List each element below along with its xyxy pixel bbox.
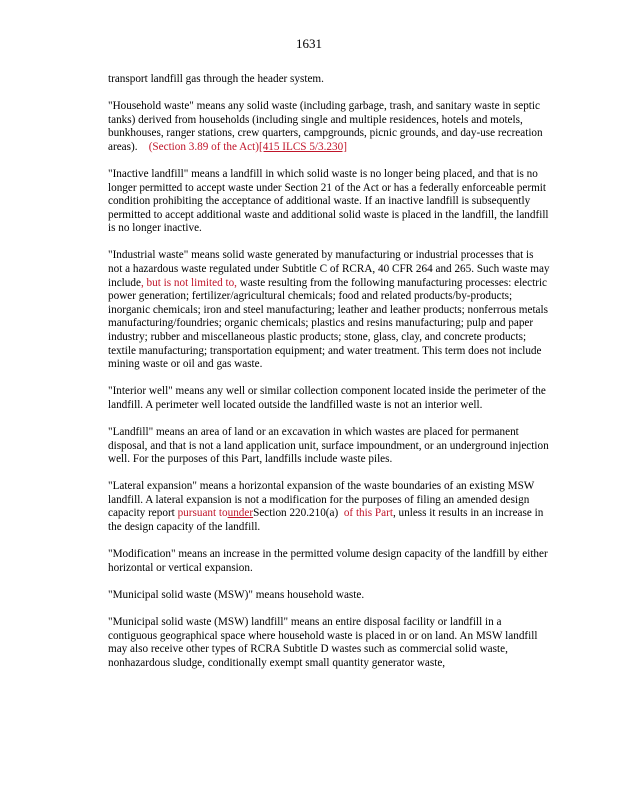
definition-text: "Household waste" means any solid waste (including garbage, trash, and sanitary waste in septic tanks) derived from households (including single and multiple residences, hotels and motels, bunkhouses, ranger stations, crew quarters, campgrounds, picnic grounds, and day-use recreation areas). [108,100,543,153]
deleted-phrase: , but is not limited to, [140,276,237,289]
definition-text-continued: , unless it results in an increase in the design capacity of the landfill. [108,507,544,534]
section-reference: Section 220.210(a) [253,507,339,520]
definition-modification: "Modification" means an increase in the permitted volume design capacity of the landfill by either horizontal or vertical expansion. [108,548,548,574]
definition-text: "Industrial waste" means solid waste generated by manufacturing or industrial processes that is not a hazardous waste regulated under Subtitle C of RCRA, 40 CFR 264 and 265. Such waste may include [108,249,550,289]
definition-msw: "Municipal solid waste (MSW)" means household waste. [108,588,365,601]
added-citation: [415 ILCS 5/3.230] [258,140,347,153]
deleted-phrase: of this Part [343,507,393,520]
definition-lateral-expansion [108,480,550,534]
paragraph-header-system: transport landfill gas through the header system. [108,73,324,85]
document-body [108,73,550,684]
definition-landfill: "Landfill" means an area of land or an excavation in which wastes are placed for permanent disposal, and that is not a land application unit, surface impoundment, or an underground injection well. For the purposes of this Part, landfills include waste piles. [108,425,549,466]
definition-household-waste [108,100,550,154]
deleted-phrase: pursuant to [177,507,228,520]
definition-interior-well: "Interior well" means any well or similar collection component located inside the perimeter of the landfill. A perimeter well located outside the landfilled waste is not an interior well. [108,385,546,411]
added-phrase: under [227,507,254,520]
definition-text: "Lateral expansion" means a horizontal expansion of the waste boundaries of an existing MSW landfill. A lateral expansion is not a modification for the purposes of filing an amended design capacity report [108,480,535,520]
definition-text-continued: waste resulting from the following manufacturing processes: electric power generation; fertilizer/agricultural chemicals; food and related products/by-products; inorganic chemicals; iron and steel manufacturing; leather and leather products; nonferrous metals manufacturing/foundries; organic chemicals; plastics and resins manufacturing; pulp and paper industry; rubber and miscellaneous plastic products; stone, glass, clay, and concrete products; textile manufacturing; transportation equipment; and water treatment. This term does not include mining waste or oil and gas waste. [108,276,548,371]
deleted-citation: (Section 3.89 of the Act) [148,140,259,153]
definition-msw-landfill: "Municipal solid waste (MSW) landfill" means an entire disposal facility or landfill in a contiguous geographical space where household waste is placed in or on land. An MSW landfill may also receive other types of RCRA Subtitle D wastes such as commercial solid waste, nonhazardous sludge, conditionally exempt small quantity generator waste, [108,615,538,669]
definition-industrial-waste [108,249,550,371]
page-number: 1631 [296,36,322,51]
definition-inactive-landfill: "Inactive landfill" means a landfill in which solid waste is no longer being placed, and that is no longer permitted to accept waste under Section 21 of the Act or has a federally enforceable permit condition prohibiting the acceptance of additional waste. If an inactive landfill is subsequently permitted to accept additional waste and additional solid waste is placed in the landfill, the landfill is no longer inactive. [108,167,549,235]
